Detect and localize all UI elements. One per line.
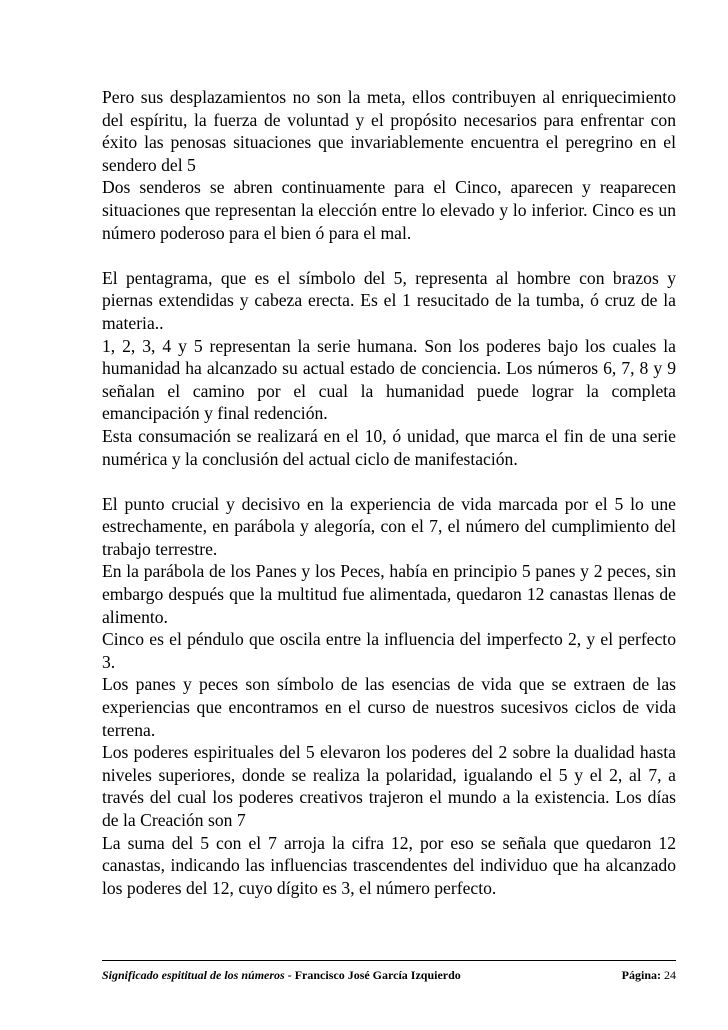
paragraph-1: Pero sus desplazamientos no son la meta, ellos contribuyen al enriquecimiento del espíritu, la fuerza de voluntad y el propósito necesarios para enfrentar con éxito las penosas situaciones que invariablemente encuentra el peregrino en el sendero del 5 <box>102 87 676 175</box>
document-body <box>102 86 676 899</box>
paragraph-10: Los poderes espirituales del 5 elevaron los poderes del 2 sobre la dualidad hasta niveles superiores, donde se realiza la polaridad, igualando el 5 y el 2, al 7, a través del cual los poderes creativos trajeron el mundo a la existencia. Los días de la Creación son 7 <box>102 742 676 830</box>
paragraph-11: La suma del 5 con el 7 arroja la cifra 12, por eso se señala que quedaron 12 canastas, indicando las influencias trascendentes del individuo que ha alcanzado los poderes del 12, cuyo dígito es 3, el número perfecto. <box>102 832 676 898</box>
footer-title: Significado espititual de los números <box>102 968 285 982</box>
footer-page <box>622 968 676 983</box>
footer-page-number: 24 <box>664 968 676 982</box>
footer-author: Francisco José García Izquierdo <box>294 968 461 982</box>
footer-separator: - <box>287 968 292 982</box>
paragraph-3: El pentagrama, que es el símbolo del 5, representa al hombre con brazos y piernas extendidas y cabeza erecta. Es el 1 resucitado de la tumba, ó cruz de la materia.. <box>102 267 676 333</box>
paragraph-9: Los panes y peces son símbolo de las esencias de vida que se extraen de las experiencias que encontramos en el curso de nuestros sucesivos ciclos de vida terrena. <box>102 674 676 740</box>
paragraph-4: 1, 2, 3, 4 y 5 representan la serie humana. Son los poderes bajo los cuales la humanidad ha alcanzado su actual estado de conciencia. Los números 6, 7, 8 y 9 señalan el camino por el cual la humanidad puede lograr la completa emancipación y final redención. <box>102 335 676 424</box>
paragraph-5: Esta consumación se realizará en el 10, ó unidad, que marca el fin de una serie numérica y la conclusión del actual ciclo de manifestación. <box>102 425 676 469</box>
page-footer <box>102 968 676 983</box>
paragraph-8: Cinco es el péndulo que oscila entre la influencia del imperfecto 2, y el perfecto 3. <box>102 629 676 672</box>
paragraph-6: El punto crucial y decisivo en la experiencia de vida marcada por el 5 lo une estrechamente, en parábola y alegoría, con el 7, el número del cumplimiento del trabajo terrestre. <box>102 493 676 559</box>
paragraph-2: Dos senderos se abren continuamente para el Cinco, aparecen y reaparecen situaciones que representan la elección entre lo elevado y lo inferior. Cinco es un número poderoso para el bien ó para el mal. <box>102 177 676 243</box>
footer-divider <box>102 960 676 961</box>
footer-page-label: Página: <box>621 968 661 982</box>
paragraph-7: En la parábola de los Panes y los Peces, había en principio 5 panes y 2 peces, sin embargo después que la multitud fue alimentada, quedaron 12 canastas llenas de alimento. <box>102 561 676 627</box>
